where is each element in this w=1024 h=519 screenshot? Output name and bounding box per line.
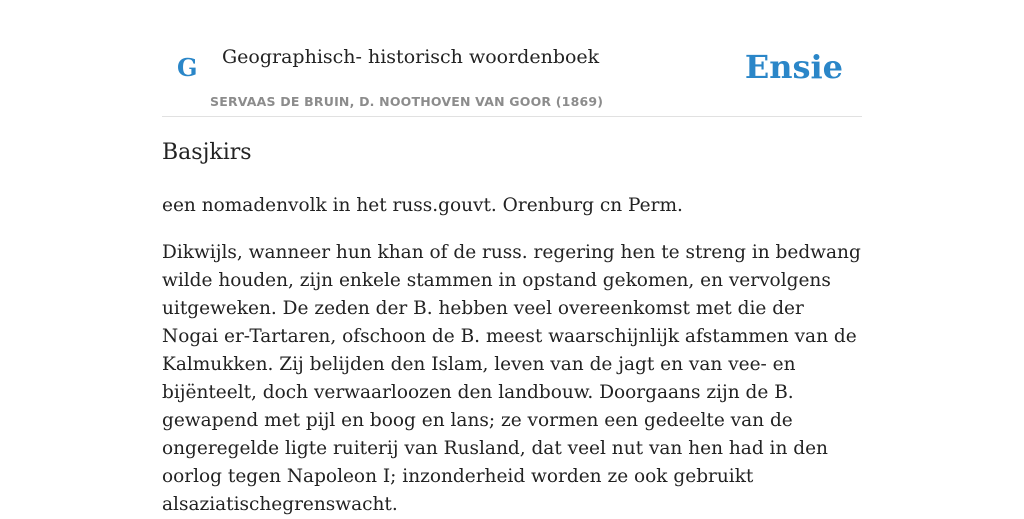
entry-paragraph: Dikwijls, wanneer hun khan of de russ. regering hen te streng in bedwang wilde houden, zijn enkele stammen in opstand gekomen, en vervolgens uitgeweken. De zeden der B. hebben veel overeenkomst met die der Nogai er-Tartaren, ofschoon de B. meest waarschijnlijk afstammen van de Kalmukken. Zij belijden den Islam, leven van de jagt en van vee- en bijënteelt, doch verwaarloozen den landbouw. Doorgaans zijn de B. gewapend met pijl en boog en lans; ze vormen een gedeelte van de ongeregelde ligte ruiterij van Rusland, dat veel nut van hen had in den oorlog tegen Napoleon I; inzonderheid worden ze ook gebruikt alsaziatischegrenswacht. <box>162 242 861 515</box>
book-title[interactable]: Geographisch- historisch woordenboek <box>222 46 600 68</box>
page-container <box>162 0 862 515</box>
entry-title: Basjkirs <box>162 140 252 165</box>
ensie-logo-link[interactable]: Ensie <box>744 48 843 86</box>
entry-paragraph: een nomadenvolk in het russ.gouvt. Orenburg cn Perm. <box>162 195 683 216</box>
book-logo-link[interactable]: G <box>177 53 198 82</box>
book-author-line: SERVAAS DE BRUIN, D. NOOTHOVEN VAN GOOR (1869) <box>210 94 604 109</box>
book-header <box>162 0 862 117</box>
